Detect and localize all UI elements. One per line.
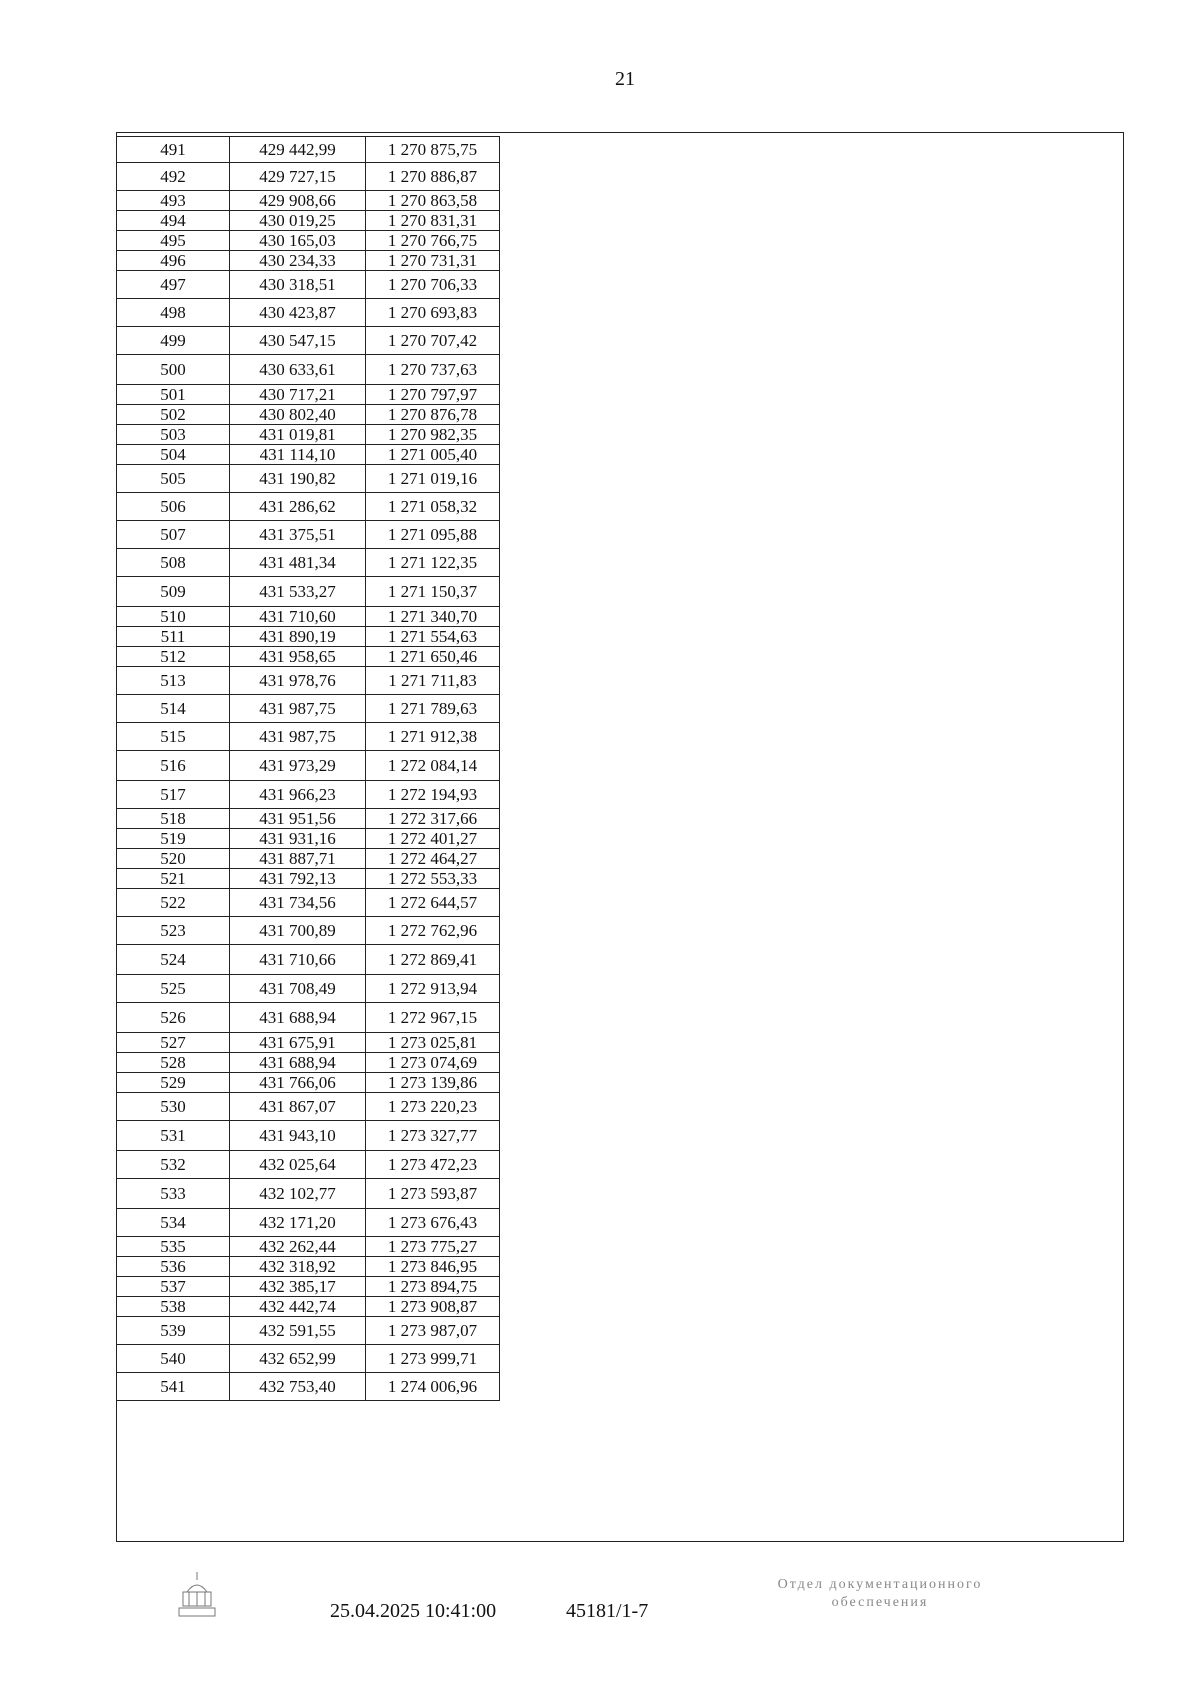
- cell-y: 1 272 644,57: [366, 889, 500, 917]
- cell-y: 1 273 025,81: [366, 1033, 500, 1053]
- cell-x: 430 802,40: [230, 405, 366, 425]
- cell-x: 430 633,61: [230, 355, 366, 385]
- cell-number: 517: [117, 781, 230, 809]
- cell-x: 432 753,40: [230, 1373, 366, 1401]
- table-row: [117, 1003, 500, 1033]
- cell-number: 531: [117, 1121, 230, 1151]
- cell-number: 528: [117, 1053, 230, 1073]
- table-row: [117, 1297, 500, 1317]
- cell-y: 1 271 912,38: [366, 723, 500, 751]
- cell-number: 510: [117, 607, 230, 627]
- cell-number: 516: [117, 751, 230, 781]
- cell-y: 1 271 554,63: [366, 627, 500, 647]
- cell-x: 432 318,92: [230, 1257, 366, 1277]
- cell-number: 522: [117, 889, 230, 917]
- cell-number: 498: [117, 299, 230, 327]
- table-row: [117, 1345, 500, 1373]
- cell-y: 1 273 894,75: [366, 1277, 500, 1297]
- table-row: [117, 1257, 500, 1277]
- table-row: [117, 751, 500, 781]
- cell-y: 1 272 464,27: [366, 849, 500, 869]
- table-row: [117, 1053, 500, 1073]
- cell-number: 519: [117, 829, 230, 849]
- cell-x: 431 688,94: [230, 1003, 366, 1033]
- cell-x: 432 102,77: [230, 1179, 366, 1209]
- table-row: [117, 1277, 500, 1297]
- coordinates-table-body: [117, 137, 500, 1401]
- table-row: [117, 465, 500, 493]
- table-row: [117, 577, 500, 607]
- document-code: 45181/1-7: [566, 1600, 649, 1622]
- cell-y: 1 273 593,87: [366, 1179, 500, 1209]
- cell-number: 501: [117, 385, 230, 405]
- table-row: [117, 549, 500, 577]
- cell-x: 431 978,76: [230, 667, 366, 695]
- cell-y: 1 270 737,63: [366, 355, 500, 385]
- table-row: [117, 1151, 500, 1179]
- cell-number: 502: [117, 405, 230, 425]
- cell-number: 527: [117, 1033, 230, 1053]
- cell-x: 431 708,49: [230, 975, 366, 1003]
- print-timestamp: 25.04.2025 10:41:00: [330, 1600, 497, 1622]
- table-row: [117, 667, 500, 695]
- table-row: [117, 521, 500, 549]
- cell-number: 537: [117, 1277, 230, 1297]
- table-row: [117, 1093, 500, 1121]
- cell-x: 429 727,15: [230, 163, 366, 191]
- cell-x: 432 262,44: [230, 1237, 366, 1257]
- cell-y: 1 271 711,83: [366, 667, 500, 695]
- department-stamp-line-2: обеспечения: [831, 1595, 929, 1610]
- cell-x: 429 442,99: [230, 137, 366, 163]
- cell-x: 432 442,74: [230, 1297, 366, 1317]
- table-row: [117, 251, 500, 271]
- government-emblem-icon: [175, 1570, 219, 1620]
- table-row: [117, 1237, 500, 1257]
- cell-y: 1 273 327,77: [366, 1121, 500, 1151]
- cell-x: 431 987,75: [230, 723, 366, 751]
- cell-number: 503: [117, 425, 230, 445]
- table-row: [117, 849, 500, 869]
- cell-number: 491: [117, 137, 230, 163]
- cell-number: 496: [117, 251, 230, 271]
- page-number: 21: [615, 68, 635, 90]
- cell-number: 521: [117, 869, 230, 889]
- cell-y: 1 270 797,97: [366, 385, 500, 405]
- table-row: [117, 445, 500, 465]
- table-row: [117, 355, 500, 385]
- cell-y: 1 273 074,69: [366, 1053, 500, 1073]
- cell-number: 535: [117, 1237, 230, 1257]
- cell-number: 497: [117, 271, 230, 299]
- cell-y: 1 271 058,32: [366, 493, 500, 521]
- table-row: [117, 137, 500, 163]
- table-row: [117, 781, 500, 809]
- cell-x: 432 171,20: [230, 1209, 366, 1237]
- table-row: [117, 1179, 500, 1209]
- cell-y: 1 270 831,31: [366, 211, 500, 231]
- cell-x: 430 019,25: [230, 211, 366, 231]
- cell-number: 514: [117, 695, 230, 723]
- cell-x: 431 890,19: [230, 627, 366, 647]
- table-row: [117, 627, 500, 647]
- cell-y: 1 272 317,66: [366, 809, 500, 829]
- cell-x: 431 688,94: [230, 1053, 366, 1073]
- table-row: [117, 607, 500, 627]
- table-row: [117, 163, 500, 191]
- cell-x: 431 766,06: [230, 1073, 366, 1093]
- table-row: [117, 385, 500, 405]
- cell-number: 530: [117, 1093, 230, 1121]
- cell-x: 432 385,17: [230, 1277, 366, 1297]
- table-row: [117, 299, 500, 327]
- cell-number: 504: [117, 445, 230, 465]
- cell-x: 431 943,10: [230, 1121, 366, 1151]
- table-row: [117, 1317, 500, 1345]
- cell-number: 532: [117, 1151, 230, 1179]
- cell-y: 1 272 194,93: [366, 781, 500, 809]
- table-row: [117, 809, 500, 829]
- cell-x: 430 423,87: [230, 299, 366, 327]
- cell-x: 430 165,03: [230, 231, 366, 251]
- cell-y: 1 273 220,23: [366, 1093, 500, 1121]
- cell-number: 512: [117, 647, 230, 667]
- cell-x: 431 966,23: [230, 781, 366, 809]
- cell-number: 495: [117, 231, 230, 251]
- cell-y: 1 270 982,35: [366, 425, 500, 445]
- cell-y: 1 271 095,88: [366, 521, 500, 549]
- cell-x: 431 533,27: [230, 577, 366, 607]
- cell-number: 508: [117, 549, 230, 577]
- cell-x: 431 867,07: [230, 1093, 366, 1121]
- cell-x: 430 234,33: [230, 251, 366, 271]
- cell-x: 431 792,13: [230, 869, 366, 889]
- cell-x: 432 025,64: [230, 1151, 366, 1179]
- table-row: [117, 945, 500, 975]
- cell-x: 431 286,62: [230, 493, 366, 521]
- cell-y: 1 271 340,70: [366, 607, 500, 627]
- cell-number: 515: [117, 723, 230, 751]
- cell-number: 507: [117, 521, 230, 549]
- cell-number: 511: [117, 627, 230, 647]
- cell-y: 1 274 006,96: [366, 1373, 500, 1401]
- cell-number: 539: [117, 1317, 230, 1345]
- cell-number: 540: [117, 1345, 230, 1373]
- cell-y: 1 272 084,14: [366, 751, 500, 781]
- cell-y: 1 270 707,42: [366, 327, 500, 355]
- cell-number: 529: [117, 1073, 230, 1093]
- cell-number: 523: [117, 917, 230, 945]
- cell-y: 1 271 650,46: [366, 647, 500, 667]
- cell-y: 1 273 908,87: [366, 1297, 500, 1317]
- cell-number: 509: [117, 577, 230, 607]
- cell-y: 1 272 967,15: [366, 1003, 500, 1033]
- cell-y: 1 272 401,27: [366, 829, 500, 849]
- cell-y: 1 270 876,78: [366, 405, 500, 425]
- table-row: [117, 1073, 500, 1093]
- table-row: [117, 889, 500, 917]
- cell-number: 534: [117, 1209, 230, 1237]
- cell-y: 1 270 875,75: [366, 137, 500, 163]
- cell-number: 541: [117, 1373, 230, 1401]
- cell-x: 431 375,51: [230, 521, 366, 549]
- cell-x: 431 931,16: [230, 829, 366, 849]
- cell-x: 431 951,56: [230, 809, 366, 829]
- table-row: [117, 271, 500, 299]
- department-stamp-line-1: Отдел документационного: [777, 1577, 983, 1592]
- table-row: [117, 1373, 500, 1401]
- cell-y: 1 270 731,31: [366, 251, 500, 271]
- cell-x: 431 987,75: [230, 695, 366, 723]
- cell-y: 1 271 150,37: [366, 577, 500, 607]
- department-stamp: [740, 1576, 1020, 1612]
- cell-y: 1 271 019,16: [366, 465, 500, 493]
- cell-number: 538: [117, 1297, 230, 1317]
- cell-x: 432 652,99: [230, 1345, 366, 1373]
- cell-number: 520: [117, 849, 230, 869]
- cell-y: 1 272 553,33: [366, 869, 500, 889]
- cell-number: 533: [117, 1179, 230, 1209]
- table-row: [117, 647, 500, 667]
- cell-number: 494: [117, 211, 230, 231]
- table-row: [117, 327, 500, 355]
- cell-y: 1 273 987,07: [366, 1317, 500, 1345]
- cell-y: 1 272 762,96: [366, 917, 500, 945]
- cell-x: 431 973,29: [230, 751, 366, 781]
- cell-x: 431 958,65: [230, 647, 366, 667]
- cell-y: 1 272 869,41: [366, 945, 500, 975]
- table-row: [117, 1209, 500, 1237]
- cell-y: 1 273 472,23: [366, 1151, 500, 1179]
- cell-x: 429 908,66: [230, 191, 366, 211]
- cell-number: 518: [117, 809, 230, 829]
- cell-x: 431 734,56: [230, 889, 366, 917]
- cell-number: 493: [117, 191, 230, 211]
- table-row: [117, 405, 500, 425]
- table-row: [117, 1121, 500, 1151]
- cell-y: 1 272 913,94: [366, 975, 500, 1003]
- cell-y: 1 270 693,83: [366, 299, 500, 327]
- table-row: [117, 1033, 500, 1053]
- cell-x: 430 717,21: [230, 385, 366, 405]
- cell-x: 431 114,10: [230, 445, 366, 465]
- cell-y: 1 273 139,86: [366, 1073, 500, 1093]
- cell-x: 432 591,55: [230, 1317, 366, 1345]
- table-row: [117, 231, 500, 251]
- cell-x: 431 675,91: [230, 1033, 366, 1053]
- table-row: [117, 829, 500, 849]
- cell-number: 499: [117, 327, 230, 355]
- cell-x: 431 019,81: [230, 425, 366, 445]
- cell-number: 526: [117, 1003, 230, 1033]
- cell-number: 536: [117, 1257, 230, 1277]
- cell-y: 1 273 676,43: [366, 1209, 500, 1237]
- cell-x: 431 481,34: [230, 549, 366, 577]
- cell-number: 513: [117, 667, 230, 695]
- table-row: [117, 425, 500, 445]
- cell-x: 431 700,89: [230, 917, 366, 945]
- cell-x: 431 710,66: [230, 945, 366, 975]
- cell-y: 1 270 706,33: [366, 271, 500, 299]
- table-row: [117, 975, 500, 1003]
- cell-y: 1 270 766,75: [366, 231, 500, 251]
- cell-y: 1 271 789,63: [366, 695, 500, 723]
- cell-x: 430 547,15: [230, 327, 366, 355]
- cell-y: 1 270 886,87: [366, 163, 500, 191]
- cell-number: 525: [117, 975, 230, 1003]
- table-row: [117, 493, 500, 521]
- table-row: [117, 191, 500, 211]
- table-row: [117, 211, 500, 231]
- table-row: [117, 917, 500, 945]
- cell-y: 1 270 863,58: [366, 191, 500, 211]
- table-row: [117, 869, 500, 889]
- cell-y: 1 271 005,40: [366, 445, 500, 465]
- cell-number: 505: [117, 465, 230, 493]
- coordinates-table: [116, 136, 500, 1401]
- cell-number: 492: [117, 163, 230, 191]
- page-footer: [0, 1568, 1200, 1648]
- cell-number: 524: [117, 945, 230, 975]
- table-row: [117, 723, 500, 751]
- cell-x: 431 710,60: [230, 607, 366, 627]
- cell-number: 500: [117, 355, 230, 385]
- cell-x: 431 887,71: [230, 849, 366, 869]
- table-row: [117, 695, 500, 723]
- cell-y: 1 271 122,35: [366, 549, 500, 577]
- cell-y: 1 273 775,27: [366, 1237, 500, 1257]
- cell-y: 1 273 846,95: [366, 1257, 500, 1277]
- cell-number: 506: [117, 493, 230, 521]
- cell-x: 430 318,51: [230, 271, 366, 299]
- cell-y: 1 273 999,71: [366, 1345, 500, 1373]
- cell-x: 431 190,82: [230, 465, 366, 493]
